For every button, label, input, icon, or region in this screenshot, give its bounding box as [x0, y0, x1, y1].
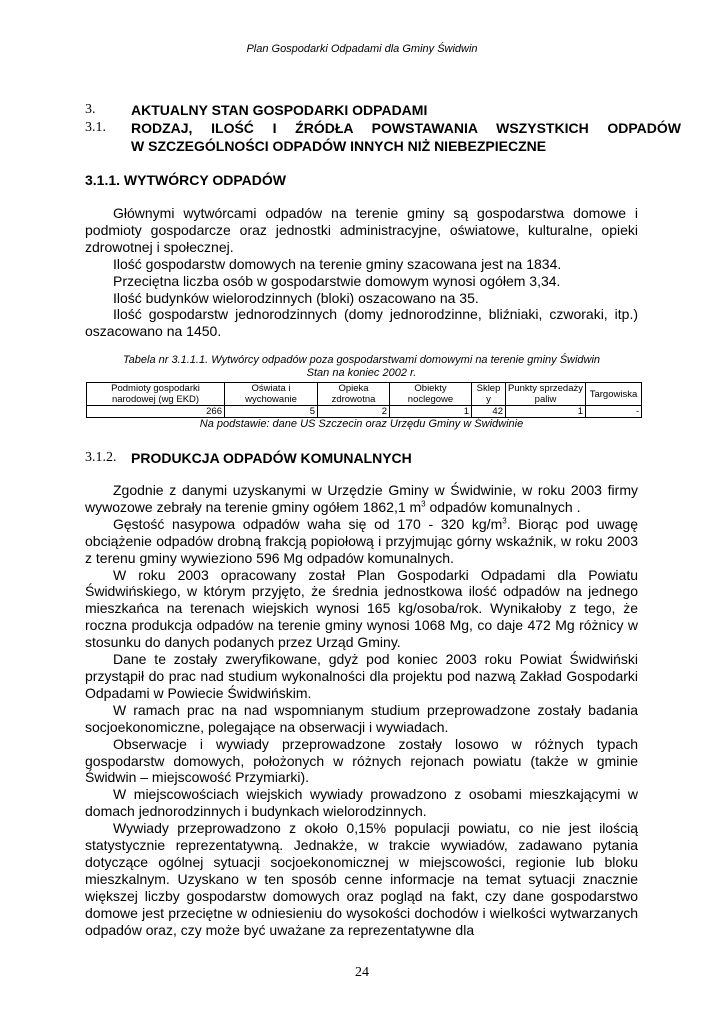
section-3-1-1-body: [85, 205, 638, 340]
table-cell: 5: [225, 406, 318, 418]
paragraph: [85, 482, 638, 516]
page-header: Plan Gospodarki Odpadami dla Gminy Świdwin: [246, 43, 478, 55]
paragraph-text: Gęstość nasypowa odpadów waha się od 170 - 320 kg/m: [113, 515, 503, 532]
table-header-cell: Oświata i wychowanie: [225, 383, 318, 406]
heading-number: 3.: [85, 102, 96, 117]
heading-title-line-2: W SZCZEGÓLNOŚCI ODPADÓW INNYCH NIŻ NIEBEZPIECZNE: [131, 138, 547, 154]
paragraph: Ilość gospodarstw jednorodzinnych (domy jednorodzinne, bliźniaki, czworaki, itp.) oszacowano na 1450.: [85, 306, 638, 340]
superscript: 3: [502, 516, 507, 526]
paragraph: W miejscowościach wiejskich wywiady prowadzono z osobami mieszkającymi w domach jednorodzinnych i budynkach wielorodzinnych.: [85, 786, 638, 820]
paragraph: Przeciętna liczba osób w gospodarstwie domowym wynosi ogółem 3,34.: [113, 272, 561, 289]
heading-number: 3.1.2.: [85, 450, 117, 465]
waste-producers-table: [86, 382, 642, 418]
page-number: 24: [355, 965, 369, 980]
paragraph-text: Zgodnie z danymi uzyskanymi w Urzędzie Gminy w Świdwinie, w roku 2003 firmy wywozowe zebrały na terenie gminy ogółem 1862,1 m: [85, 482, 638, 515]
paragraph: Ilość gospodarstw domowych na terenie gminy szacowana jest na 1834.: [113, 255, 562, 272]
table-header-cell: Podmioty gospodarki narodowej (wg EKD): [87, 383, 225, 406]
paragraph: W roku 2003 opracowany został Plan Gospodarki Odpadami dla Powiatu Świdwińskiego, w którym przyjęto, że średnia jednostkowa ilość odpadów na jednego mieszkańca na terenach wiejskich wynosi 165 kg/osoba/rok. Wynikałoby z tego, że roczna produkcja odpadów na terenie gminy wynosi 1068 Mg, co daje 472 Mg różnicy w stosunku do danych podanych przez Urząd Gminy.: [85, 566, 638, 651]
paragraph: Ilość budynków wielorodzinnych (bloki) oszacowano na 35.: [113, 289, 479, 306]
heading-title: AKTUALNY STAN GOSPODARKI ODPADAMI: [131, 102, 428, 118]
table-header-cell: Opieka zdrowotna: [318, 383, 390, 406]
table-cell: 2: [318, 406, 390, 418]
heading-title-line-1: RODZAJ, ILOŚĆ I ŹRÓDŁA POWSTAWANIA WSZYSTKICH ODPADÓW: [131, 120, 681, 136]
paragraph: W ramach prac na nad wspomnianym studium przeprowadzone zostały badania socjoekonomiczne, polegające na obserwacji i wywiadach.: [85, 701, 638, 735]
paragraph: [85, 516, 638, 567]
heading-title: [131, 119, 681, 155]
heading-section-3-1-1: 3.1.1. WYTWÓRCY ODPADÓW: [85, 172, 286, 188]
table-header-row: [87, 383, 642, 406]
table-cell: 42: [472, 406, 506, 418]
heading-title: PRODUKCJA ODPADÓW KOMUNALNYCH: [131, 450, 412, 466]
superscript: 3: [421, 499, 426, 509]
table-header-cell: Sklep y: [472, 383, 506, 406]
table-source: Na podstawie: dane US Szczecin oraz Urzędu Gminy w Świdwinie: [199, 418, 524, 430]
paragraph: Głównymi wytwórcami odpadów na terenie gminy są gospodarstwa domowe i podmioty gospodarcze oraz jednostki administracyjne, oświatowe, kulturalne, opieki zdrowotnej i społecznej.: [85, 205, 638, 255]
table-cell: 266: [87, 406, 225, 418]
heading-number: 3.1.: [85, 120, 106, 135]
table-caption-line-1: Tabela nr 3.1.1.1. Wytwórcy odpadów poza gospodarstwami domowymi na terenie gminy Świdwin: [122, 354, 601, 366]
table-cell: 1: [506, 406, 586, 418]
paragraph-text: . Biorąc pod uwagę obciążenie odpadów drobną frakcją popiołową i przyjmując górny wskaźnik, w roku 2003 z terenu gminy wywieziono 596 Mg odpadów komunalnych.: [85, 515, 638, 566]
table-caption: [85, 354, 638, 380]
table-cell: -: [586, 406, 642, 418]
table-header-cell: Punkty sprzedaży paliw: [506, 383, 586, 406]
paragraph: Wywiady przeprowadzono z około 0,15% populacji powiatu, co nie jest ilością statystycznie reprezentatywną. Jednakże, w trakcie wywiadów, zadawano pytania dotyczące ogólnej sytuacji socjoekonomicznej w miejscowości, regionie lub bloku mieszkalnym. Uzyskano w ten sposób cenne informacje na temat sytuacji znacznie większej liczby gospodarstw domowych oraz pogląd na fakt, czy dane gospodarstwo domowe jest przeciętne w odniesieniu do wysokości dochodów i wielkości wytwarzanych odpadów oraz, czy może być uważane za reprezentatywne dla: [85, 820, 638, 938]
paragraph: Dane te zostały zweryfikowane, gdyż pod koniec 2003 roku Powiat Świdwiński przystąpił do prac nad studium wykonalności dla projektu pod nazwą Zakład Gospodarki Odpadami w Powiecie Świdwińskim.: [85, 651, 638, 701]
table-header-cell: Obiekty noclegowe: [390, 383, 472, 406]
table-cell: 1: [390, 406, 472, 418]
table-caption-line-2: Stan na koniec 2002 r.: [306, 367, 417, 379]
table-header-cell: Targowiska: [586, 383, 642, 406]
section-3-1-2-body: [85, 482, 638, 938]
table-row: [87, 406, 642, 418]
paragraph-text: odpadów komunalnych .: [425, 498, 581, 515]
paragraph: Obserwacje i wywiady przeprowadzone zostały losowo w różnych typach gospodarstw domowych, położonych w różnych rejonach powiatu (także w gminie Świdwin – miejscowość Przymiarki).: [85, 735, 638, 786]
